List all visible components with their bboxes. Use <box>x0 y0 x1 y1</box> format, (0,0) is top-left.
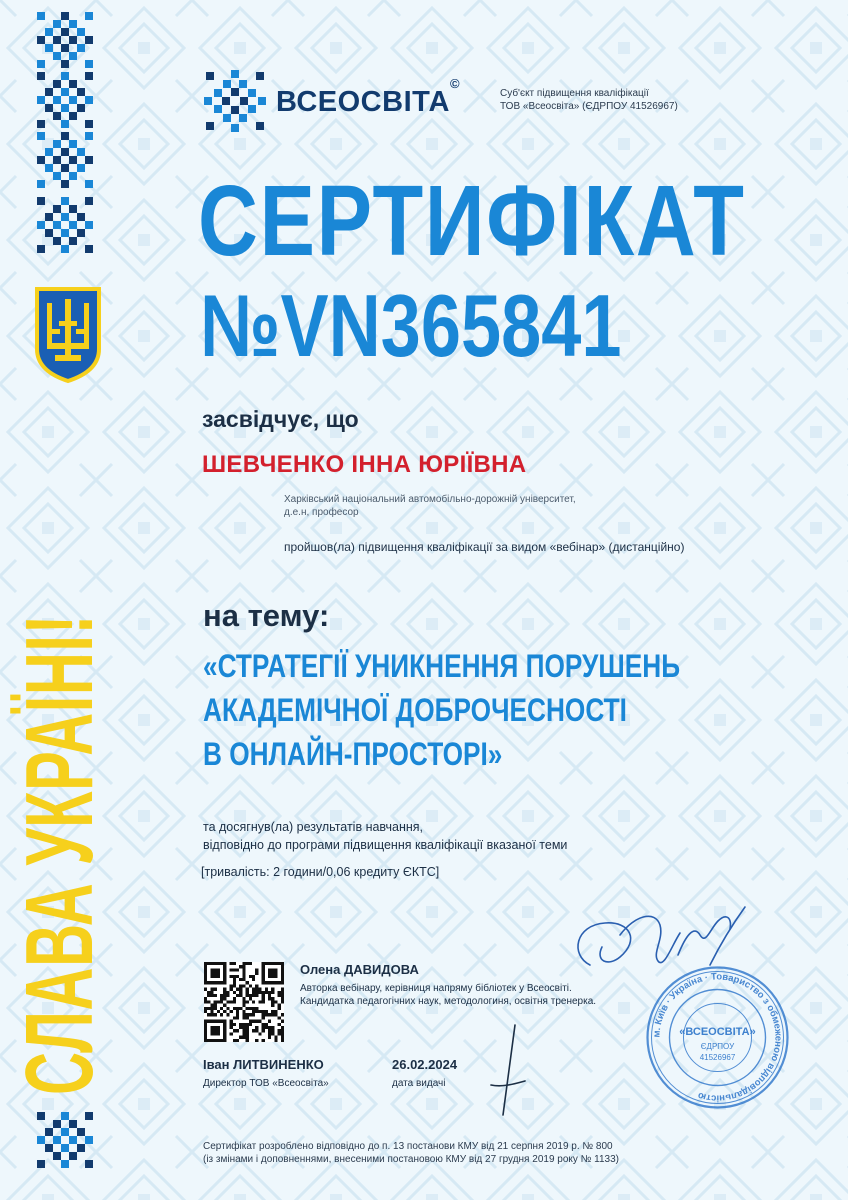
brand-copyright: © <box>450 76 460 91</box>
director-signature <box>485 1015 545 1125</box>
author-desc-line-2: Кандидатка педагогічних наук, методологиня, освітня тренерка. <box>300 996 597 1007</box>
stamp-code: 41526967 <box>699 1053 736 1062</box>
topic-label: на тему: <box>203 598 330 633</box>
author-name: Олена ДАВИДОВА <box>300 962 419 977</box>
stamp-outer-text: м. Київ · Україна · Товариство з обмеженою відповідальністю <box>651 971 784 1104</box>
slogan-vertical: СЛАВА УКРАЇНІ! <box>6 613 113 1095</box>
person-name: ШЕВЧЕНКО ІННА ЮРІЇВНА <box>202 451 527 478</box>
certifies-text: засвідчує, що <box>202 406 359 432</box>
affiliation-line-1: Харківський національний автомобільно-дорожній університет, <box>284 494 576 505</box>
completed-text: пройшов(ла) підвищення кваліфікації за видом «вебінар» (дистанційно) <box>284 540 685 554</box>
affiliation-line-2: д.е.н, професор <box>284 507 359 518</box>
topic-line-2: АКАДЕМІЧНОЇ ДОБРОЧЕСНОСТІ <box>203 692 627 728</box>
results-line-2: відповідно до програми підвищення кваліфікації вказаної теми <box>203 838 568 852</box>
results-line-1: та досягнув(ла) результатів навчання, <box>203 820 424 834</box>
stamp-code-label: ЄДРПОУ <box>700 1042 735 1051</box>
subject-line-1: Суб'єкт підвищення кваліфікації <box>500 88 649 99</box>
affiliation <box>284 493 576 519</box>
subject-info <box>500 87 678 113</box>
official-stamp <box>645 965 790 1110</box>
duration-text: [тривалість: 2 години/0,06 кредиту ЄКТС] <box>201 865 440 879</box>
issue-date-label: дата видачі <box>392 1078 446 1089</box>
ornament-icon <box>37 72 93 128</box>
ornament-icon <box>37 197 93 253</box>
stamp-center-text: «ВСЕОСВІТА» <box>679 1026 756 1038</box>
brand-name: ВСЕОСВІТА <box>276 86 450 118</box>
topic-line-1: «СТРАТЕГІЇ УНИКНЕННЯ ПОРУШЕНЬ <box>203 648 681 684</box>
author-desc-line-1: Авторка вебінару, керівниця напряму бібліотек у Всеосвіті. <box>300 983 572 994</box>
qr-code-icon[interactable] <box>204 962 284 1042</box>
ornament-icon <box>37 132 93 188</box>
certificate-title: СЕРТИФІКАТ <box>198 165 746 277</box>
results-text <box>203 818 567 854</box>
certificate-number: №VN365841 <box>200 276 622 375</box>
director-name: Іван ЛИТВИНЕНКО <box>203 1057 324 1072</box>
ornament-icon <box>37 12 93 68</box>
logo-snowflake-icon <box>202 68 268 134</box>
coat-of-arms-icon <box>33 285 103 385</box>
topic-line-3: В ОНЛАЙН-ПРОСТОРІ» <box>203 736 503 772</box>
issue-date: 26.02.2024 <box>392 1057 458 1072</box>
subject-line-2: ТОВ «Всеосвіта» (ЄДРПОУ 41526967) <box>500 101 678 112</box>
ornament-icon <box>37 1112 93 1168</box>
footer-line-2: (із змінами і доповненнями, внесеними постановою КМУ від 27 грудня 2019 року № 1133) <box>203 1154 620 1165</box>
author-description <box>300 982 596 1008</box>
director-role: Директор ТОВ «Всеосвіта» <box>203 1078 329 1089</box>
footer-line-1: Сертифікат розроблено відповідно до п. 13 постанови КМУ від 21 серпня 2019 р. № 800 <box>203 1141 613 1152</box>
topic-title <box>203 644 680 776</box>
footer-legal <box>203 1140 619 1166</box>
